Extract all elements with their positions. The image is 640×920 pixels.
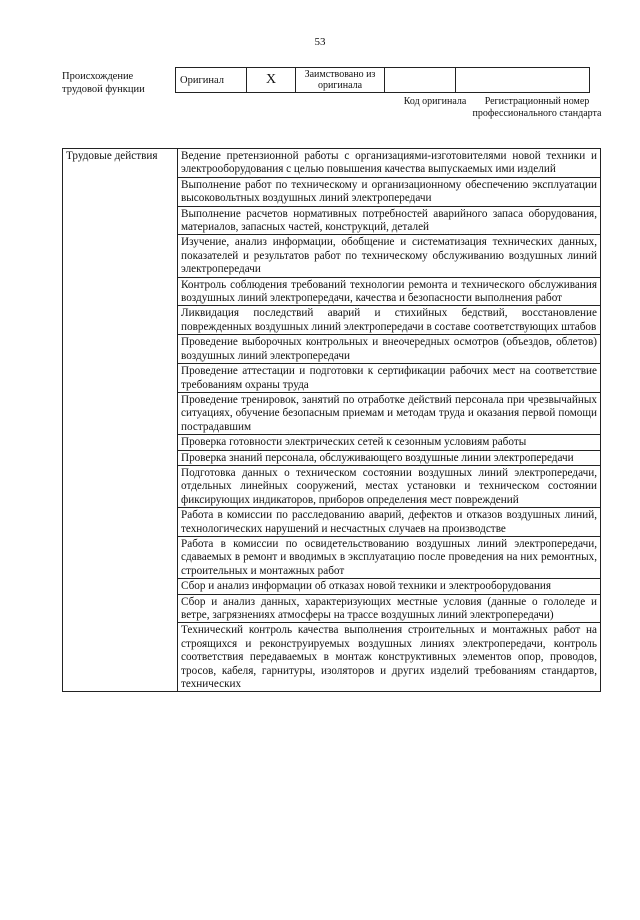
table-row (63, 149, 601, 178)
labor-action-item: Подготовка данных о техническом состоянии воздушных линий электропередачи, отдельных линейных сооружений, местах установки и техническом состоянии фиксирующих индикаторов, приборов определения мест повреждений (178, 465, 601, 507)
labor-action-item: Проведение тренировок, занятий по отработке действий персонала при чрезвычайных ситуациях, обучение безопасным приемам и методам труда и оказания первой помощи пострадавшим (178, 392, 601, 434)
labor-action-item: Технический контроль качества выполнения строительных и монтажных работ на строящихся и реконструируемых воздушных линиях электропередачи, контроль соответствия передаваемых в монтаж конструктивных элементов опор, проводов, тросов, кабеля, гарнитуры, изоляторов и других изделий требованиям стандартов, технических (178, 623, 601, 692)
labor-action-item: Сбор и анализ информации об отказах новой техники и электрооборудования (178, 579, 601, 594)
labor-action-item: Изучение, анализ информации, обобщение и систематизация технических данных, показателей и результатов работ по техническому обслуживанию воздушных линий электропередачи (178, 235, 601, 277)
labor-actions-label: Трудовые действия (63, 149, 178, 692)
labor-action-item: Контроль соблюдения требований технологии ремонта и технического обслуживания воздушных линий электропередачи, качества и безопасности выполнения работ (178, 277, 601, 306)
labor-action-item: Работа в комиссии по освидетельствованию воздушных линий электропередачи, сдаваемых в ремонт и вводимых в эксплуатацию после проведения на них ремонтных, строительных и монтажных работ (178, 536, 601, 578)
labor-action-item: Ликвидация последствий аварий и стихийных бедствий, восстановление поврежденных воздушных линий электропередачи в составе соответствующих штабов (178, 306, 601, 335)
labor-action-item: Работа в комиссии по расследованию аварий, дефектов и отказов воздушных линий, технологических нарушений и несчастных случаев на производстве (178, 508, 601, 537)
labor-action-item: Проведение аттестации и подготовки к сертификации рабочих мест на соответствие требованиям охраны труда (178, 364, 601, 393)
code-caption: Код оригинала (403, 96, 467, 107)
labor-action-item: Сбор и анализ данных, характеризующих местные условия (данные о гололеде и ветре, загрязнениях атмосферы на трассе воздушных линий электропередачи) (178, 594, 601, 623)
labor-action-item: Проверка знаний персонала, обслуживающего воздушные линии электропередачи (178, 450, 601, 465)
labor-action-item: Проведение выборочных контрольных и внеочередных осмотров (объездов, облетов) воздушных линий электропередачи (178, 335, 601, 364)
reg-number-caption: Регистрационный номер профессионального стандарта (472, 96, 602, 119)
original-mark: X (247, 68, 296, 93)
borrowed-cell: Заимствовано из оригинала (296, 68, 385, 93)
origin-label: Происхождение трудовой функции (62, 71, 145, 95)
labor-action-item: Ведение претензионной работы с организациями-изготовителями новой техники и электрооборудования с целью повышения качества выпускаемых ими изделий (178, 149, 601, 178)
original-cell: Оригинал (176, 68, 247, 93)
labor-action-item: Выполнение работ по техническому и организационному обеспечению эксплуатации высоковольтных воздушных линий электропередачи (178, 177, 601, 206)
labor-action-item: Выполнение расчетов нормативных потребностей аварийного запаса оборудования, материалов, запасных частей, конструкций, деталей (178, 206, 601, 235)
labor-action-item: Проверка готовности электрических сетей к сезонным условиям работы (178, 435, 601, 450)
labor-actions-table (62, 148, 601, 692)
page-number: 53 (314, 36, 326, 48)
